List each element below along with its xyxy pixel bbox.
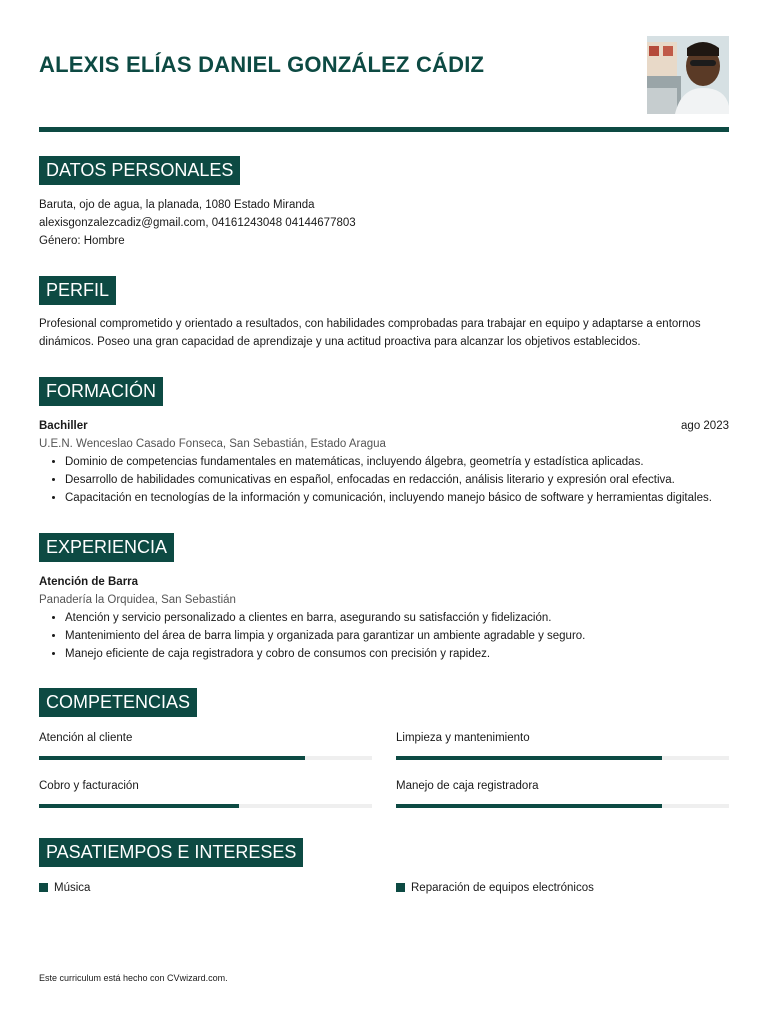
list-item: • Dominio de competencias fundamentales en matemáticas, incluyendo álgebra, geometría y estadística aplicadas. — [65, 453, 729, 471]
personal-gender: Género: Hombre — [39, 235, 125, 247]
skill-item — [39, 730, 372, 760]
list-item: • Atención y servicio personalizado a clientes en barra, asegurando su satisfacción y fidelización. — [65, 609, 729, 627]
list-item: • Mantenimiento del área de barra limpia y organizada para garantizar un ambiente agradable y seguro. — [65, 627, 729, 645]
list-item: • Manejo eficiente de caja registradora y cobro de consumos con precisión y rapidez. — [65, 645, 729, 663]
list-item: • Capacitación en tecnologías de la información y comunicación, incluyendo manejo básico de software y herramientas digitales. — [65, 489, 729, 507]
hobby-label: Música — [54, 882, 91, 894]
education-school: U.E.N. Wenceslao Casado Fonseca, San Sebastián, Estado Aragua — [39, 438, 386, 450]
skill-label: Cobro y facturación — [39, 780, 139, 792]
hobby-item — [396, 880, 594, 896]
skill-level-bar — [396, 756, 729, 760]
section-title-experience: EXPERIENCIA — [39, 533, 174, 562]
square-bullet-icon — [396, 883, 405, 892]
section-title-profile: PERFIL — [39, 276, 116, 305]
skill-level-fill — [396, 804, 662, 808]
hobby-item — [39, 880, 90, 896]
square-bullet-icon — [39, 883, 48, 892]
experience-role: Atención de Barra — [39, 576, 139, 588]
section-title-hobbies: PASATIEMPOS E INTERESES — [39, 838, 303, 867]
profile-photo-image — [647, 36, 729, 114]
education-date: ago 2023 — [681, 420, 729, 432]
skill-item — [396, 778, 729, 808]
education-degree: Bachiller — [39, 420, 88, 432]
profile-photo — [647, 36, 729, 114]
resume-header — [39, 36, 729, 116]
skill-item — [396, 730, 729, 760]
skill-level-bar — [39, 804, 372, 808]
skill-level-fill — [39, 756, 305, 760]
profile-text: Profesional comprometido y orientado a resultados, con habilidades comprobadas para trabajar en equipo y adaptarse a entornos dinámicos. Poseo una gran capacidad de aprendizaje y una actitud proactiva para alcanzar los objetivos establecidos. — [39, 318, 701, 348]
skill-level-bar — [39, 756, 372, 760]
header-divider — [39, 127, 729, 132]
skill-label: Limpieza y mantenimiento — [396, 732, 530, 744]
education-bullets — [39, 453, 729, 507]
hobby-label: Reparación de equipos electrónicos — [411, 882, 594, 894]
skill-level-fill — [39, 804, 239, 808]
personal-address: Baruta, ojo de agua, la planada, 1080 Estado Miranda — [39, 199, 315, 211]
personal-contact: alexisgonzalezcadiz@gmail.com, 04161243048 04144677803 — [39, 217, 356, 229]
list-item: • Desarrollo de habilidades comunicativas en español, enfocadas en redacción, análisis literario y expresión oral efectiva. — [65, 471, 729, 489]
footer-note: Este curriculum está hecho con CVwizard.com. — [39, 973, 228, 983]
experience-company: Panadería la Orquidea, San Sebastián — [39, 594, 236, 606]
section-title-skills: COMPETENCIAS — [39, 688, 197, 717]
skill-label: Manejo de caja registradora — [396, 780, 539, 792]
skill-level-bar — [396, 804, 729, 808]
skill-label: Atención al cliente — [39, 732, 133, 744]
section-title-personal: DATOS PERSONALES — [39, 156, 240, 185]
skill-level-fill — [396, 756, 662, 760]
section-title-education: FORMACIÓN — [39, 377, 163, 406]
experience-bullets — [39, 609, 729, 663]
resume-page — [39, 0, 729, 1024]
full-name: ALEXIS ELÍAS DANIEL GONZÁLEZ CÁDIZ — [39, 52, 485, 77]
skill-item — [39, 778, 372, 808]
